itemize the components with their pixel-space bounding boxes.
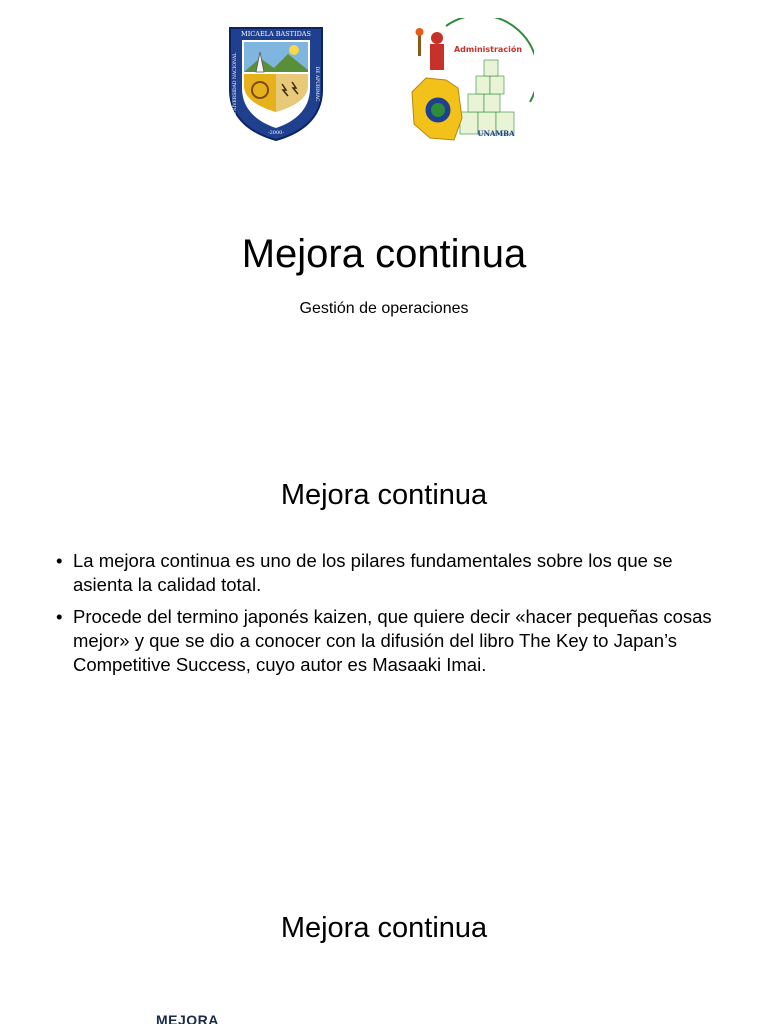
- bullet-item: • La mejora continua es uno de los pilares fundamentales sobre los que se asienta la calidad total.: [56, 549, 716, 597]
- slide-2-title: Mejora continua: [280, 479, 488, 511]
- slide-3-image-text: MEJORA: [156, 1012, 219, 1024]
- shield-ring-text-left: UNIVERSIDAD NACIONAL: [233, 52, 238, 116]
- slide-3: [0, 870, 768, 1024]
- university-shield-logo: [226, 24, 326, 142]
- bullet-item: • Procede del termino japonés kaizen, que quiere decir «hacer pequeñas cosas mejor» y que se dio a conocer con la difusión del libro The Key to Japan’s Competitive Success, cuyo autor es Masaaki Imai.: [56, 605, 716, 677]
- shield-ring-text-right: DE APURIMAC: [314, 66, 319, 102]
- slide-3-title: Mejora continua: [280, 912, 488, 944]
- administracion-logo: [406, 18, 534, 144]
- bullet-list: [56, 549, 716, 685]
- unamba-label: UNAMBA: [477, 129, 515, 138]
- slide-1-title: Mejora continua: [241, 232, 527, 276]
- slide-1-subtitle: Gestión de operaciones: [299, 300, 469, 317]
- shield-year: -2000-: [267, 130, 285, 136]
- shield-ring-text-top: MICAELA BASTIDAS: [241, 30, 311, 38]
- administracion-label: Administración: [453, 45, 523, 54]
- slide-1: [0, 0, 768, 415]
- slide-2: [0, 437, 768, 857]
